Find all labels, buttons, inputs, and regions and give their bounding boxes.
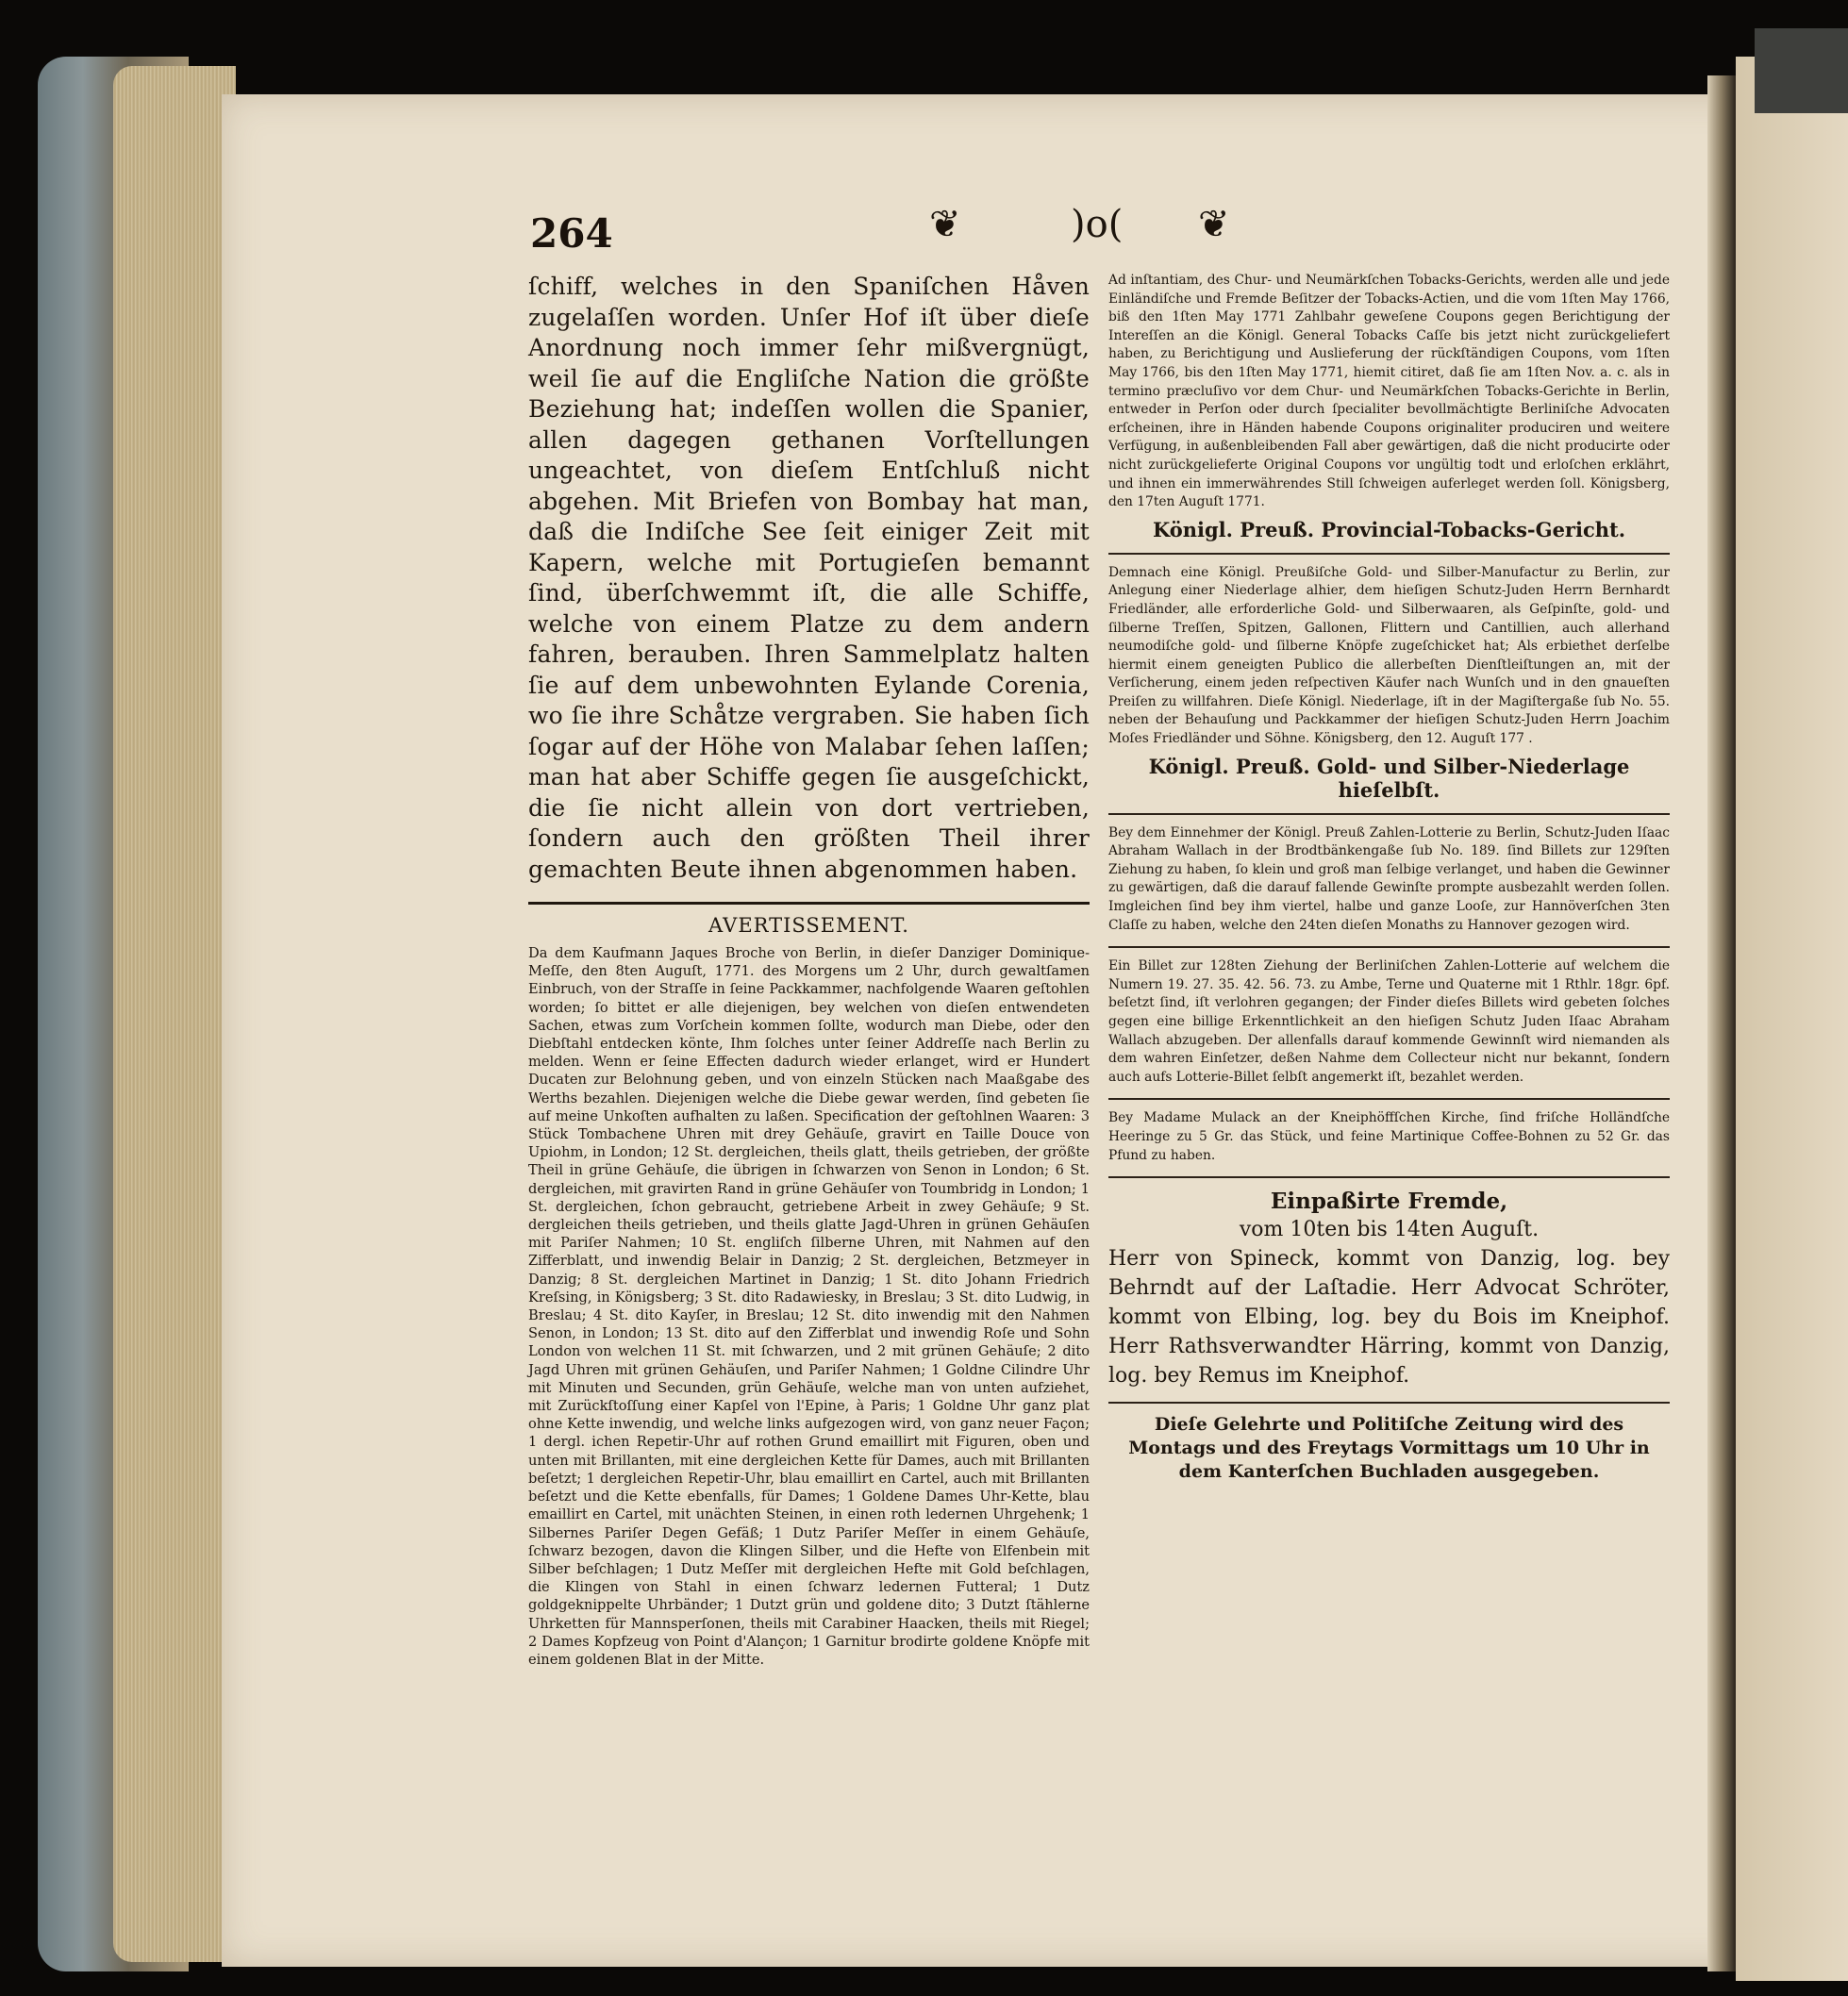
arrivals-list: Herr von Spineck, kommt von Danzig, log. bey Behrndt auf der Laſtadie. Herr Advocat Schröter, kommt von Elbing, log. bey du Bois im Kneiphof. Herr Rathsverwandter Härring, kommt von Danzig, log. bey Remus im Kneiphof. — [1108, 1247, 1670, 1389]
arrivals-subtitle: vom 10ten bis 14ten Auguſt. — [1239, 1218, 1540, 1242]
news-article: ſchiff, welches in den Spaniſchen Håven zugelaſſen worden. Unſer Hof iſt über dieſe Anordnung noch immer ſehr mißvergnügt, weil ſie auf die Engliſche Nation die größte Beziehung hat; indeſſen wollen die Spanier, allen dagegen gethanen Vorſtellungen ungeachtet, von dieſem Entſchluß nicht abgehen. Mit Briefen von Bombay hat man, daß die Indiſche See ſeit einiger Zeit mit Kapern, welche mit Portugieſen bemannt ſind, überſchwemmt iſt, die alle Schiffe, welche von einem Platze zu dem andern fahren, berauben. Ihren Sammelplatz halten ſie auf dem unbewohnten Eylande Corenia, wo ſie ihre Schåtze vergraben. Sie haben ſich ſogar auf der Höhe von Malabar ſehen laſſen; man hat aber Schiffe gegen ſie ausgeſchickt, die ſie nicht allein von dort vertrieben, ſondern auch den größten Theil ihrer gemachten Beute ihnen abgenommen haben. — [528, 273, 1090, 883]
ornament-right-icon: ❦ — [1198, 203, 1230, 246]
book-gutter — [1707, 75, 1736, 1971]
divider — [1108, 1098, 1670, 1100]
billet-notice: Ein Billet zur 128ten Ziehung der Berliniſchen Zahlen-Lotterie auf welchem die Numern 19. 27. 35. 42. 56. 73. zu Ambe, Terne und Quaterne mit 1 Rthlr. 18gr. 6pf. beſetzt ſind, iſt verlohren gegangen; der Finder dieſes Billets wird gebeten ſolches gegen eine billige Erkenntlichkeit an den hieſigen Schutz Juden Iſaac Abraham Wallach abzugeben. Der allenfalls darauf kommende Gewinnſt wird niemanden als dem wahren Einſetzer, deßen Nahme dem Collecteur nicht nur bekannt, ſondern auch aufs Lotterie-Billet ſelbſt angemerkt iſt, bezahlet werden. — [1108, 958, 1670, 1085]
binding — [1755, 28, 1848, 113]
divider — [528, 902, 1090, 905]
publication-note: Dieſe Gelehrte und Politiſche Zeitung wird des Montags und des Freytags Vormittags um 10 Uhr in dem Kanterſchen Buchladen ausgegeben. — [1128, 1414, 1650, 1483]
divider — [1108, 553, 1670, 555]
left-column — [528, 272, 1090, 1669]
divider — [1108, 946, 1670, 948]
page-number: 264 — [530, 210, 613, 257]
tobacco-notice: Ad inſtantiam, des Chur- und Neumärkſchen Tobacks-Gerichts, werden alle und jede Einländiſche und Fremde Beſitzer der Tobacks-Actien, und die vom 1ſten May 1766, biß den 1ſten May 1771 Zahlbahr geweſene Coupons gegen Berichtigung der Intereſſen an die Königl. General Tobacks Caſſe bis jetzt nicht zurückgeliefert haben, zu Berichtigung und Auslieferung der rückſtändigen Coupons, vom 1ſten May 1766, bis den 1ſten May 1771, hiemit citiret, daß ſie am 1ſten Nov. a. c. als in termino præcluſivo vor dem Chur- und Neumärkſchen Tobacks-Gerichte in Berlin, entweder in Perſon oder durch ſpecialiter bevollmächtigte Berliniſche Advocaten erſcheinen, ihre in Händen habende Coupons originaliter produciren und weitere Verfügung, in außenbleibenden Fall aber gewärtigen, daß die nicht producirte oder nicht zurückgelieferte Original Coupons vor ungültig todt und erloſchen erklährt, und ihnen ein immerwährendes Still ſchweigen auferleget werden ſoll. Königsberg, den 17ten Auguſt 1771. — [1108, 273, 1670, 510]
ornament-center-icon: )o( — [1071, 203, 1124, 246]
avertissement-title: AVERTISSEMENT. — [708, 914, 909, 937]
herring-notice: Bey Madame Mulack an der Kneiphöffſchen Kirche, ſind friſche Holländſche Heeringe zu 5 Gr. das Stück, und feine Martinique Coffee-Bohnen zu 52 Gr. das Pfund zu haben. — [1108, 1110, 1670, 1163]
gold-notice: Demnach eine Königl. Preußiſche Gold- und Silber-Manufactur zu Berlin, zur Anlegung einer Niederlage alhier, dem hieſigen Schutz-Juden Herrn Bernhardt Friedländer, alle erforderliche Gold- und Silberwaaren, als Geſpinſte, gold- und ſilberne Treſſen, Spitzen, Gallonen, Flittern und Cantillien, auch allerhand neumodiſche gold- und ſilberne Knöpfe zugeſchicket hat; Als erbiethet derſelbe hiermit einem geneigten Publico die allerbeſten Dienſtleiſtungen an, mit der Verſicherung, einem jeden reſpectiven Käufer nach Wunſch und in den gnaueſten Preiſen zu willfahren. Dieſe Königl. Niederlage, iſt in der Magiſtergaße ſub No. 55. neben der Behauſung und Packkammer der hieſigen Schutz-Juden Herrn Joachim Moſes Friedländer und Söhne. Königsberg, den 12. Auguſt 177 . — [1108, 564, 1670, 747]
divider — [1108, 1402, 1670, 1404]
divider — [1108, 1176, 1670, 1178]
facing-page — [1736, 57, 1848, 1981]
avertissement-text: Da dem Kaufmann Jaques Broche von Berlin, in dieſer Danziger Dominique-Meſſe, den 8ten Auguſt, 1771. des Morgens um 2 Uhr, durch gewaltſamen Einbruch, von der Straſſe in ſeine Packkammer, nachfolgende Waaren geſtohlen worden; ſo bittet er alle diejenigen, bey welchen von dieſen entwendeten Sachen, etwas zum Vorſchein kommen ſollte, wodurch man Diebe, oder den Diebſtahl entdecken könte, Ihm ſolches unter ſeiner Addreſſe nach Berlin zu melden. Wenn er ſeine Effecten dadurch wieder erlanget, wird er Hundert Ducaten zur Belohnung geben, und von einzeln Stücken nach Maaßgabe des Werths bezahlen. Diejenigen welche die Diebe gewar werden, ſind gebeten ſie auf meine Unkoſten aufhalten zu laßen. Specification der geſtohlnen Waaren: 3 Stück Tombachene Uhren mit drey Gehäuſe, gravirt en Taille Douce von Upiohm, in London; 12 St. dergleichen, theils glatt, theils getrieben, der größte Theil in grüne Gehäuſe, die übrigen in ſchwarzen von Senon in London; 6 St. dergleichen, mit gravirten Rand in grüne Gehäuſer von Toumbridg in London; 1 St. dergleichen, ſchon gebraucht, getriebene Arbeit in zwey Gehäuſe; 9 St. dergleichen theils getrieben, und theils glatte Jagd-Uhren in grünen Gehäuſen mit Pariſer Nahmen; 10 St. engliſch ſilberne Uhren, mit Nahmen auf den Zifferblatt, und inwendig Belair in Danzig; 2 St. dergleichen, Betzmeyer in Danzig; 8 St. dergleichen Martinet in Danzig; 1 St. dito Johann Friedrich Kreſsing, in Königsberg; 3 St. dito Radawiesky, in Breslau; 3 St. dito Ludwig, in Breslau; 4 St. dito Kayſer, in Breslau; 12 St. dito inwendig mit den Nahmen Senon, in London; 13 St. dito auf den Zifferblat und inwendig Roſe und Sohn London von welchen 11 St. mit ſchwarzen, und 2 mit grünen Gehäuſe; 2 dito Jagd Uhren mit grünen Gehäuſen, und Pariſer Nahmen; 1 Goldne Cilindre Uhr mit Minuten und Secunden, grün Gehäuſe, welche man von unten aufziehet, mit Zurückſtoſſung einer Kapſel von l'Epine, à Paris; 1 Goldne Uhr ganz plat ohne Kette inwendig, und welche links aufgezogen wird, von ganz neuer Façon; 1 dergl. ichen Repetir-Uhr auf rothen Grund emaillirt mit Figuren, oben und unten mit Brillanten, mit eine dergleichen Kette für Dames, auch mit Brillanten beſetzt; 1 dergleichen Repetir-Uhr, blau emaillirt en Cartel, auch mit Brillanten beſetzt und die Kette ebenfalls, für Dames; 1 Goldene Dames Uhr-Kette, blau emaillirt en Cartel, mit unächten Steinen, in einen roth ledernen Uhrgehenk; 1 Silbernes Pariſer Degen Gefäß; 1 Dutz Pariſer Meſſer in einem Gehäuſe, ſchwarz bezogen, davon die Klingen Silber, und die Hefte von Elfenbein mit Silber beſchlagen; 1 Dutz Meſſer mit dergleichen Hefte mit Gold beſchlagen, die Klingen von Stahl in einen ſchwarz ledernen Futteral; 1 Dutz goldgeknippelte Uhrbänder; 1 Dutzt grün und goldene dito; 3 Dutzt ſtählerne Uhrketten für Mannsperſonen, theils mit Carabiner Haacken, theils mit Riegel; 2 Dames Kopfzeug von Point d'Alançon; 1 Garnitur brodirte goldene Knöpfe mit einem goldenen Blat in der Mitte. — [528, 945, 1090, 1668]
tobacco-signature: Königl. Preuß. Provincial-Tobacks-Gericht. — [1152, 517, 1626, 541]
ornament-left-icon: ❦ — [929, 203, 961, 246]
page-edges — [113, 66, 236, 1962]
right-column — [1108, 272, 1670, 1484]
divider — [1108, 813, 1670, 815]
gold-signature: Königl. Preuß. Gold- und Silber-Niederlage hieſelbſt. — [1148, 754, 1630, 802]
lottery-notice: Bey dem Einnehmer der Königl. Preuß Zahlen-Lotterie zu Berlin, Schutz-Juden Iſaac Abraham Wallach in der Brodtbänkengaße ſub No. 189. ſind Billets zur 129ſten Ziehung zu haben, ſo klein und groß man ſelbige verlanget, und haben die Gewinner zu gewärtigen, daß die darauf fallende Gewinſte prompte ausbezahlt werden ſollen. Imgleichen ſind bey ihm viertel, halbe und ganze Looſe, zur Hannöverſchen 3ten Claſſe zu haben, welche den 24ten dieſen Monaths zu Hannover gezogen wird. — [1108, 824, 1670, 933]
arrivals-title: Einpaßirte Fremde, — [1270, 1189, 1508, 1215]
